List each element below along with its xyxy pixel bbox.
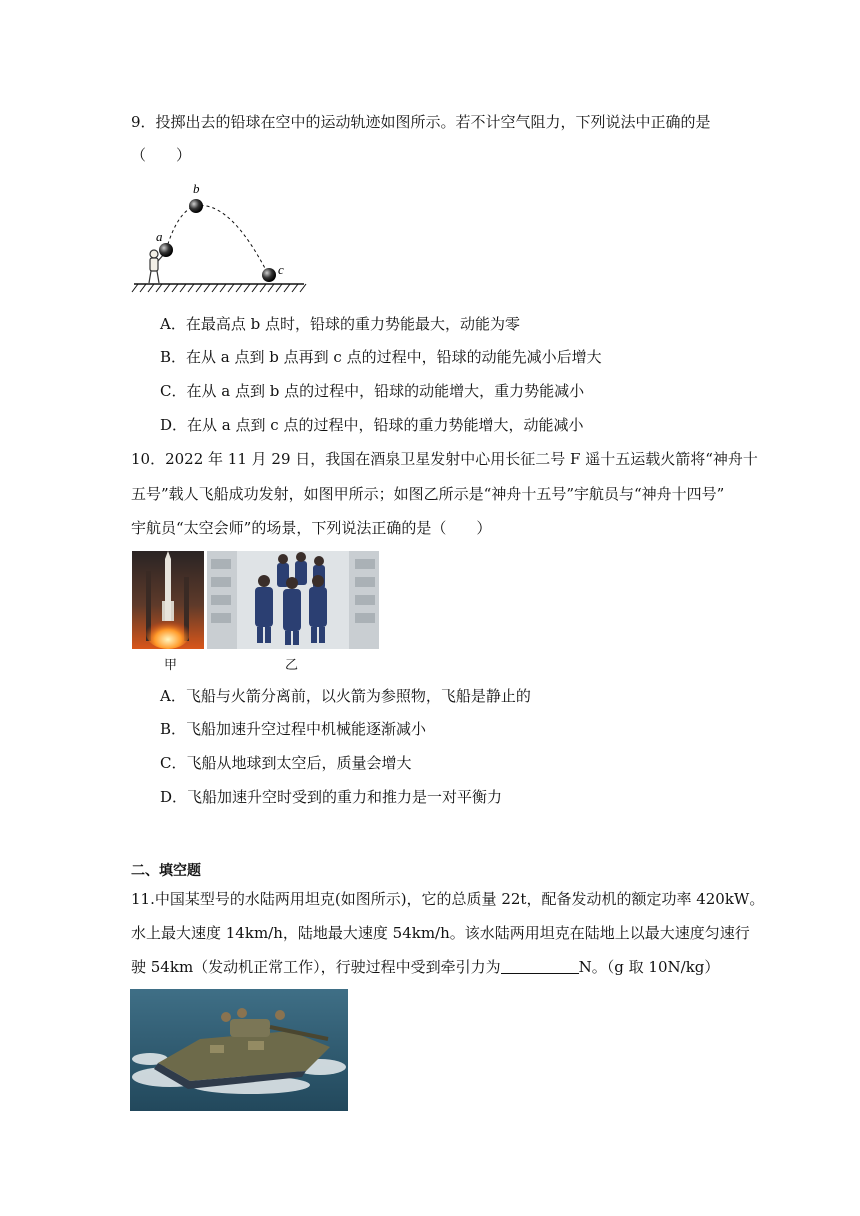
astronauts-photo (207, 551, 379, 649)
q10-stem-line3: 宇航员“太空会师”的场景，下列说法正确的是（ ） (131, 519, 492, 537)
label-a: a (156, 229, 163, 244)
q9-option-b: B．在从 a 点到 b 点再到 c 点的过程中，铅球的动能先减小后增大 (160, 348, 602, 366)
ball-a (159, 243, 173, 257)
q9-option-c: C．在从 a 点到 b 点的过程中，铅球的动能增大，重力势能减小 (160, 382, 585, 400)
q11-line3 (131, 957, 719, 977)
q9-answer-paren: （ ） (131, 146, 192, 164)
section-heading-fill-in: 二、填空题 (131, 863, 201, 879)
q9-option-d: D．在从 a 点到 c 点的过程中，铅球的重力势能增大，动能减小 (160, 416, 584, 434)
ball-c (262, 268, 276, 282)
q11-line3-before: 驶 54km（发动机正常工作），行驶过程中受到牵引力为 (131, 958, 501, 976)
q9-option-a: A．在最高点 b 点时，铅球的重力势能最大，动能为零 (160, 315, 520, 333)
q11-line2: 水上最大速度 14km/h，陆地最大速度 54km/h。该水陆两用坦克在陆地上以最大速度匀速行 (131, 924, 750, 942)
caption-yi: 乙 (285, 658, 299, 673)
q10-option-c: C．飞船从地球到太空后，质量会增大 (160, 754, 412, 772)
q10-stem-line2: 五号”载人飞船成功发射，如图甲所示；如图乙所示是“神舟十五号”宇航员与“神舟十四号” (131, 485, 725, 503)
q10-option-b: B．飞船加速升空过程中机械能逐渐减小 (160, 720, 427, 738)
label-c: c (278, 262, 284, 277)
amphibious-tank-photo (130, 989, 348, 1111)
rocket-launch-photo (132, 551, 204, 649)
ball-b (189, 199, 203, 213)
q9-stem: 9．投掷出去的铅球在空中的运动轨迹如图所示。若不计空气阻力，下列说法中正确的是 (131, 113, 711, 131)
label-b: b (193, 181, 200, 196)
q9-trajectory-figure (130, 180, 310, 296)
q10-stem-line1: 10．2022 年 11 月 29 日，我国在酒泉卫星发射中心用长征二号 F 遥十五运载火箭将“神舟十 (131, 450, 758, 468)
q10-option-a: A．飞船与火箭分离前，以火箭为参照物，飞船是静止的 (160, 687, 531, 705)
answer-blank[interactable] (501, 957, 579, 974)
caption-jia: 甲 (164, 658, 178, 673)
trajectory-path (166, 206, 268, 274)
q10-option-d: D．飞船加速升空时受到的重力和推力是一对平衡力 (160, 788, 503, 806)
q11-line3-after: N。（g 取 10N/kg） (578, 958, 720, 976)
q11-line1: 11.中国某型号的水陆两用坦克(如图所示)，它的总质量 22t，配备发动机的额定功率 420kW。 (131, 890, 765, 908)
ground-hatching (132, 284, 306, 292)
